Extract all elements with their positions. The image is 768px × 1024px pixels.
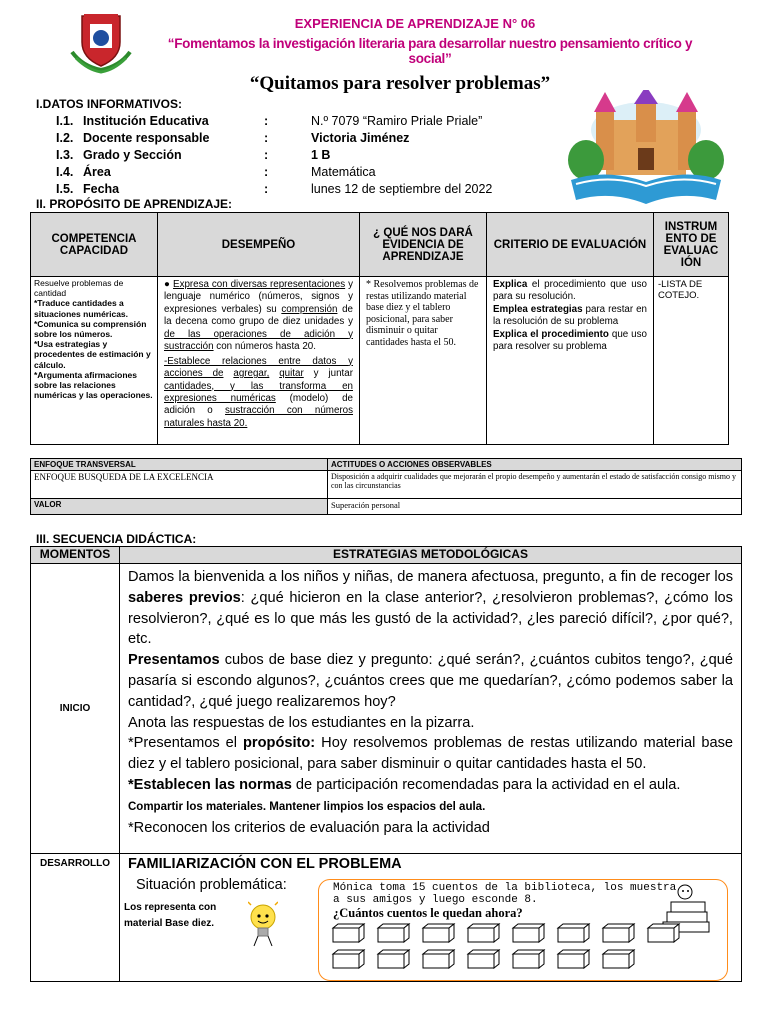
enfoque-value: ENFOQUE BUSQUEDA DE LA EXCELENCIA bbox=[31, 471, 328, 499]
enfoque-header: ENFOQUE TRANSVERSAL bbox=[31, 459, 328, 471]
moment-inicio: INICIO bbox=[31, 564, 120, 854]
inicio-content: Damos la bienvenida a los niños y niñas, de manera afectuosa, pregunto, a fin de recoger los saberes previos: ¿qué hicieron en la clase anterior?, ¿resolvieron problemas?, ¿cómo los resolvieron?, ¿qué es lo que más les gustó de la actividad?, ¿les pareció difícil?, ¿por qué?, etc. Presentamos cubos de base diez y pregunto: ¿qué serán?, ¿cuántos cubitos tengo?, ¿qué pasaría si escondo algunos?, ¿cuántos crees que me quedarían?, ¿cómo podemos saber la cantidad?, ¿qué juego realizaremos hoy? Anota las respuestas de los estudiantes en la pizarra. *Presentamos el propósito: Hoy resolvemos problemas de restas utilizando material base diez y el tablero posicional, para saber disminuir o quitar cantidades hasta el 50. *Establecen las normas de participación recomendadas para la actividad en el aula. Compartir los materiales. Mantener limpios los espacios del aula. *Reconocen los criterios de evaluación para la actividad bbox=[120, 564, 742, 854]
desempeno-cell: ● Expresa con diversas representaciones y lenguaje numérico (números, signos y expresiones verbales) su comprensión de la decena como grupo de diez unidades y de las operaciones de adición y sustracción con números hasta 20. -Establece relaciones entre datos y acciones de agregar, quitar y juntar cantidades, y las transforma en expresiones numéricas (modelo) de adición o sustracción con números naturales hasta 20. bbox=[158, 277, 360, 445]
datos-value: Matemática bbox=[311, 165, 376, 179]
datos-value: Victoria Jiménez bbox=[311, 131, 410, 145]
header-evidencia: ¿ QUÉ NOS DARÁ EVIDENCIA DE APRENDIZAJE bbox=[360, 213, 487, 277]
proposito-table bbox=[30, 212, 729, 445]
datos-sep: : bbox=[264, 114, 269, 128]
datos-num: I.2. bbox=[56, 131, 74, 145]
problem-question: ¿Cuántos cuentos le quedan ahora? bbox=[333, 906, 523, 920]
representa-text: Los representa con material Base diez. bbox=[124, 902, 217, 929]
proposito-heading: II. PROPÓSITO DE APRENDIZAJE: bbox=[36, 197, 233, 211]
situacion-label: Situación problemática: bbox=[136, 877, 287, 893]
datos-num: I.5. bbox=[56, 182, 74, 196]
cube-grid bbox=[329, 922, 709, 979]
enfoque-table bbox=[30, 458, 742, 515]
datos-sep: : bbox=[264, 182, 269, 196]
secuencia-heading: III. SECUENCIA DIDÁCTICA: bbox=[36, 532, 197, 546]
momentos-header: MOMENTOS bbox=[31, 547, 120, 564]
datos-num: I.3. bbox=[56, 148, 74, 162]
header-desempeno: DESEMPEÑO bbox=[158, 213, 360, 277]
experience-subtitle: “Fomentamos la investigación literaria para desarrollar nuestro pensamiento crítico y social” bbox=[167, 36, 693, 66]
secuencia-table bbox=[30, 546, 742, 982]
datos-num: I.1. bbox=[56, 114, 74, 128]
moment-desarrollo: DESARROLLO bbox=[31, 854, 120, 982]
datos-heading: I.DATOS INFORMATIVOS: bbox=[36, 97, 182, 111]
datos-sep: : bbox=[264, 165, 269, 179]
instrumento-cell: -LISTA DE COTEJO. bbox=[654, 277, 729, 445]
actitudes-header: ACTITUDES O ACCIONES OBSERVABLES bbox=[328, 459, 742, 471]
desarrollo-title: FAMILIARIZACIÓN CON EL PROBLEMA bbox=[128, 856, 402, 872]
datos-list bbox=[36, 114, 556, 199]
estrategias-header: ESTRATEGIAS METODOLÓGICAS bbox=[120, 547, 742, 564]
datos-value: 1 B bbox=[311, 148, 331, 162]
datos-num: I.4. bbox=[56, 165, 74, 179]
desarrollo-content bbox=[120, 854, 742, 982]
datos-row bbox=[36, 114, 556, 131]
datos-value: N.º 7079 “Ramiro Priale Priale” bbox=[311, 114, 483, 128]
competencia-cell: Resuelve problemas de cantidad *Traduce cantidades a situaciones numéricas. *Comunica su comprensión sobre los números. *Usa estrategias y procedentes de estimación y cálculo. *Argumenta afirmaciones sobre las relaciones numéricas y las operaciones. bbox=[31, 277, 158, 445]
problem-card bbox=[318, 879, 728, 981]
datos-label: Fecha bbox=[83, 182, 120, 196]
criterio-cell: Explica el procedimiento que uso para su resolución. Emplea estrategias para restar en la resolución de su problema Explica el procedimiento que uso para resolver su problema bbox=[487, 277, 654, 445]
experience-title: EXPERIENCIA DE APRENDIZAJE N° 06 bbox=[294, 16, 536, 31]
datos-sep: : bbox=[264, 148, 269, 162]
datos-sep: : bbox=[264, 131, 269, 145]
datos-row bbox=[36, 148, 556, 165]
header-criterio: CRITERIO DE EVALUACIÓN bbox=[487, 213, 654, 277]
school-shield-logo bbox=[68, 12, 134, 74]
evidencia-cell: * Resolvemos problemas de restas utilizando material base diez y el tablero posicional, para saber disminuir o quitar cantidades hasta el 50. bbox=[360, 277, 487, 445]
actitud-value: Disposición a adquirir cualidades que mejorarán el propio desempeño y aumentarán el estado de satisfacción consigo mismo y con las circunstancias bbox=[328, 471, 742, 499]
valor-label: VALOR bbox=[31, 499, 328, 515]
datos-row bbox=[36, 131, 556, 148]
datos-label: Docente responsable bbox=[83, 131, 210, 145]
datos-value: lunes 12 de septiembre del 2022 bbox=[311, 182, 493, 196]
datos-row bbox=[36, 165, 556, 182]
header-instrumento: INSTRUM ENTO DE EVALUAC IÓN bbox=[654, 213, 729, 277]
header-competencia: COMPETENCIA CAPACIDAD bbox=[31, 213, 158, 277]
session-title: “Quitamos para resolver problemas” bbox=[249, 73, 551, 94]
datos-label: Grado y Sección bbox=[83, 148, 182, 162]
datos-label: Área bbox=[83, 165, 111, 179]
problem-text: Mónica toma 15 cuentos de la biblioteca, los muestra a sus amigos y luego esconde 8. bbox=[333, 882, 677, 906]
datos-label: Institución Educativa bbox=[83, 114, 209, 128]
lightbulb-icon bbox=[248, 900, 278, 948]
castle-book-illustration bbox=[566, 90, 726, 208]
valor-value: Superación personal bbox=[328, 499, 742, 515]
